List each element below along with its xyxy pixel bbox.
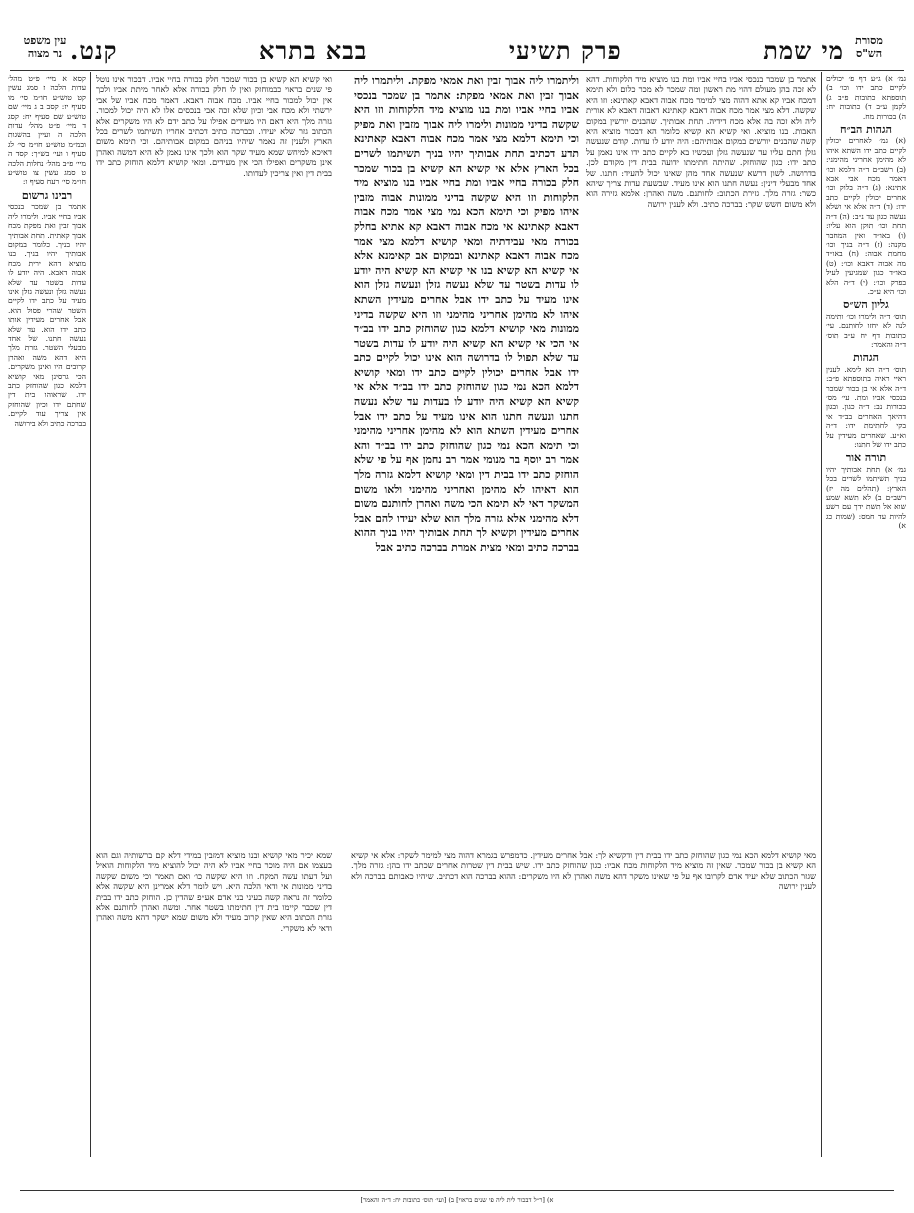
footer-rule (20, 1190, 894, 1191)
ein-mishpat-divider (90, 72, 91, 1157)
gilyon-text: תוס׳ ד״ה ולימרו וכו׳ ותימה לנה לא יחזו לחותנם. עי׳ כתובות דף יח ע״ב תוס׳ ד״ה והאמר: (826, 311, 906, 349)
page-header (70, 34, 844, 68)
footnote: א) [ר״ל דבכור לית ליה פי שנים בראוי] ב) [ועי׳ תוס׳ כתובות יח: ד״ה והאמר] (360, 1196, 554, 1204)
tosafot-side-text: ואי קשיא הא קשיא בן בכור שמכר חלק בכורה בחיי אביו. דבכור אינו נוטל פי שנים בראוי כבמוחזק ואין לו חלק בכורה אלא לאחר מיתת אביו ולכך אין יכול למכור בחיי אביו. מכח אבוה דאבא. דאמר מכח אביו של אבי ירשתי ולא מכח אבי וכיון שלא זכה אבי בנכסים אלו לא היה יכול למכור. גזרה מלך היא דאם היו מעידים אפילו על כתב ידם לא היו משקרים אלא הכתוב גזר שלא יעידו. ובברכה כתיב דכתיב אחריו תשיתמו לשרים בכל הארץ ולענין זה נאמר שיהיו בניהם במקום אבותיהם. וכי תימא משום דאיכא למיחש שמא מעיד שקר הוא ולכך אינו נאמן לא היא דמשה ואהרן אינן משקרים ואפילו הכי אין מעידים. ומאי קושיא דלמא הוחזק כתב ידו בבית דין ואין צריכין לעדותו. (96, 74, 332, 178)
gilyon-title: גליון הש״ס (843, 298, 889, 312)
rabbeinu-gershom-title: רבינו גרשום (21, 188, 73, 202)
masoret-divider (821, 72, 822, 1157)
tosafot-column (96, 74, 332, 844)
tractate-name: בבא בתרא (259, 36, 368, 65)
masoret-hashas-label: מסורת הש"ס (855, 34, 883, 60)
talmud-continuation: וקשיא לך תחת אבותיך יהיו בניך ההוא בברכה כתיב ומאי מצית אמרת בברכה כתיב אבל (354, 526, 579, 554)
talmud-opening-word: וליתמרו (547, 74, 579, 87)
chapter-number: פרק תשיעי (508, 36, 622, 65)
bottom-commentary-text: שמא יכיר מאי קושיא ובנו מוציא דמזבין במידי דלא קם ברשותיה וגם הוא בעצמו אם היה מוכר בחיי אביו לא היה יכול להוציא מיד הלקוחות הואיל ועל דעתו עשה המקח. וזו היא שקשה כו׳ ואם תאמר וכי משום שקשה בדיני ממונות אי ודאי הלכה היא. ויש לומר דלא אמרינן היא שקשה אלא כלומר זה נראה קשה בעיני בני אדם אע״פ שהדין כן. הוחזק כתב ידו בבית דין שכבר קיימו בית דין חתימתו בשטר אחר. ומשה ואהרן לחותנם אלא גזרת הכתוב היא שאין קרוב מעיד ולא משום שמא ישקר דהא משה ואהרן ודאי לא משקרי. (96, 850, 332, 933)
left-margin-column (8, 74, 86, 1154)
torah-or-title: תורה אור (845, 451, 887, 465)
header-rule (10, 70, 904, 71)
talmud-main-text (354, 74, 579, 844)
torah-or-text: גמ׳ א) תחת אבותיך יהיו בניך תשיתמו לשרים בכל הארץ: (תהלים מה יז) רשב״ם ב) לא תשא שמע שוא אל תשת ידך עם רשע להיות עד חמס: (שמות כג א) (826, 464, 906, 531)
chapter-title: מי שמת (763, 36, 844, 65)
rabbeinu-gershom-text: אתמר בן שמכר בנכסי אביו בחיי אביו. ולימרו ליה אבוך זבין ואת מפקת מכח אבוך קאתית. תחת אבותיך יהיו בניך. כלומר במקום אבותיך יהיו בניך. בנו מוציא דהא ירית מכח אבוה דאבא. היה יודע לו עדות בשטר עד שלא נעשה גזלן ונעשה גזלן אינו מעיד על כתב ידו לקיים השטר שהרי פסול הוא. אבל אחרים מעידין אותו כתב ידו הוא. עד שלא נעשה חתנו. של אחד מבעלי השטר. גזרת מלך היא דהא משה ואהרן קרובים היו ואינן משקרים. הכי גרסינן מאי קושיא דלמא כגון שהוחזק כתב ידו. שראוהו בית דין שחתם ידו וכיון שהוחזק אין צריך עוד לקיים. בברכה כתיב ולא בירושה (8, 202, 86, 428)
hagahot-title: הגהות הב״ח (840, 123, 892, 137)
page-number: קנט. (70, 36, 118, 65)
ein-mishpat-label: עין משפט נר מצוה (23, 34, 67, 60)
notes-text: תוס׳ ד״ה הא לימא. לענין ראיי ראיה בתוספתא פ״ב: ד״ה אלא אי בן בכור שמכר בנכסי אביו ומת. עי׳ מס׳ בכורות נב: ד״ה כגון. ובגון דהיאך האחרים בב״ד אי בקי לחתימת ידו: ד״ה וא״ע. שאחרים מעידין על כתב ידו של חתנו: (826, 364, 906, 450)
rashi-text: אתמר בן שמכר בנכסי אביו בחיי אביו ומת בנו מוציא מיד הלקוחות. דהא לא זכה בהן מעולם דהוי מת ראשון ומה שמכר לא מכר כלום ולא תימא דמכח אביו קא אתא דהוה מצי למימר מכח אבוה דאבא קאתינא: וזו היא שקשה. דלא מצי אמר מכח אבוה דאבא קאתינא דאבוה דאבא לא אורית ליה ולא זכה בה אלא מכח דידיה. תחת אבותיך. שהבנים יורשין במקום האבות. בנו מוציא. ואי קשיא הא קשיא כלומר הא דבכור מוציא היא קשה שהבנים יורשים במקום אבותיהם: היה יודע לו עדות. קודם שנעשה גזלן חתם עליו עד שנעשה גזלן ועכשיו בא לקיים כתב ידו אינו נאמן על כתב ידו: כגון שהוחזק. שהיתה חתימתו ידועה בבית דין מקודם לכן. בדרושה. לשון דרשא שנעשה אחד מהן שאינו יכול להעיד: חתנו. של אחד מבעלי דינין: נעשה חתנו הוא אינו מעיד. שבשעת עדות צריך שיהא כשר: גזרה מלך. גזירת הכתוב: לחותנם. משה ואהרן: אלמא גזירה הוא ולא משום חשש שקר: בברכה כתיב. ולא לענין ירושה (586, 74, 816, 209)
rashi-column (586, 74, 816, 419)
masoret-column (826, 74, 906, 1154)
talmud-body: ליה אבוך זבין ואת אמאי מפקת. וליתמרו ליה אבוך זבין ואת אמאי מפקת: אתמר בן שמכר בנכסי אביו בחיי אביו ומת בנו מוציא מיד הלקוחות וזו היא שקשה בדיני ממונות ולימרו ליה אבוך מזבין ואת מפיק וכי תימא דלמא מצי אמר מכח אבוה דאבא קאתינא תדע דכתיב תחת אבותיך יהיו בניך תשיתמו לשרים בכל הארץ אלא אי קשיא הא קשיא בן בכור שמכר חלק בכורה בחיי אביו ומת בחיי אביו בנו מוציא מיד הלקוחות וזו היא שקשה בדיני ממונות אבוה מזבין איהו מפיק וכי תימא הכא נמי מצי אמר מכח אבוה דאבא קאתינא אי מכח אבוה דאבא קא אתיא בחלק בכורה מאי עבידתיה ומאי קושיא דלמא מצי אמר מכח אבוה דאבא קאתינא ובמקום אב קאימנא אלא אי קשיא הא קשיא בנו אי קשיא הא קשיא היה יודע לו עדות בשטר עד שלא נעשה גזלן ונעשה גזלן הוא אינו מעיד על כתב ידו אבל אחרים מעידין השתא איהו לא מהימן אחריני מהימני וזו היא שקשה בדיני ממונות מאי קושיא דלמא כגון שהוחזק כתב ידו בב״ד אי הכי אי קשיא הא קשיא היה יודע לו עדות בשטר עד שלא תפול לו בדרושה הוא אינו יכול לקיים כתב ידו אבל אחרים יכולין לקיים כתב ידו ומאי קושיא דלמא הכא נמי כגון שהוחזק כתב ידו בב״ד אלא אי קשיא הא קשיא היה יודע לו בעדות עד שלא נעשה חתנו ונעשה חתנו הוא אינו מעיד על כתב ידו אבל אחרים מעידין השתא הוא לא מהימן אחריני מהימני וכי תימא הכא נמי כגון שהוחזק כתב ידו בב״ד והא אמר רב יוסף בר מנומי אמר רב נחמן אף על פי שלא הוחזק כתב ידו בבית דין ומאי קושיא דלמא גזרה מלך הוא דאיהו לא מהימן ואחריני מהימני ולאו משום המשקר דאי לא תימא הכי משה ואהרן לחותנם משום דלא מהימני אלא גזרה מלך הוא שלא יעידו להם אבל אחרים מעידין (354, 74, 579, 540)
hagahot-text: (א) גמ׳ לאחרים יכולין לקיים כתב ידו השתא איהו לא מהימן אחריני מהימני: (ב) רשב״ם ד״ה דלמא וכו׳ דאמר מכח אבי אבא אתינא: (ג) ד״ה בלוק וכו׳ אחרים יכולין לקיים כתב ידו: (ד) ד״ה אלא אי ושלא נעשה כגון עד נ״ב: (ה) ד״ה תחת וכו׳ תוקן הוא עליו: (ו) באו״ד ואין המחבר מקנה: (ז) ד״ה בניך וכו׳ מחמת אבוה: (ח) באו״ד מה אבוה דאבא וכו׳: (ט) באו״ד כגון שמגיעין לעיל בפרק וכו׳: (י) ד״ה הלא וכו׳ היא ע״כ. (826, 136, 906, 296)
masoret-references: גמ׳ א) ג״ע דף פ׳ יכולים לקיים כתב ידו וכו׳ ב) תוספתא כתובות פ״ב ג) לקמן ע״ב ד) כתובות יח: ה) בכורות מח. (826, 74, 906, 121)
ein-mishpat-text: קסא א מיי׳ פ״ט מהל׳ עדות הלכה ז סמג עשין קט טוש״ע חו״מ סי׳ מו סעיף יז: קסב ב ג מיי׳ שם טוש״ע שם סעיף יח: קסג ד מיי׳ פ״ט מהל׳ עדות הלכה ה ועיין בהשגות ובמ״מ טוש״ע חו״מ סי׳ לג סעיף ו ועי׳ בש״ך: קסד ה מיי׳ פ״ב מהל׳ נחלות הלכה ט סמג עשין צו טוש״ע חו״מ סי׳ רעח סעיף ו: (8, 74, 86, 187)
notes-title: הגהות (853, 351, 879, 365)
rashi-bottom (351, 850, 816, 1150)
rashi-bottom-text: מאי קושיא דלמא הכא נמי כגון שהוחזק כתב ידו בבית דין ודקשיא לך: אבל אחרים מעידין. כדמפרש בגמרא דהוה מצי למימר לשקר: אלא אי קשיא הא קשיא בן בכור שמכר. שאין זה מוציא מיד הלקוחות מכח אביו: כגון שהוחזק כתב ידו. שיש בבית דין שטרות אחרים שכתב ידו בהן: גזרה מלך. שגזר הכתוב שלא יעיד אדם לקרובו אף על פי שאינו משקר דהא משה ואהרן לא היו משקרים: ההוא בברכה הוא דכתיב. שיהיו כאבותם בברכה ולא לענין ירושה (351, 850, 816, 892)
bottom-commentary (96, 850, 332, 1150)
